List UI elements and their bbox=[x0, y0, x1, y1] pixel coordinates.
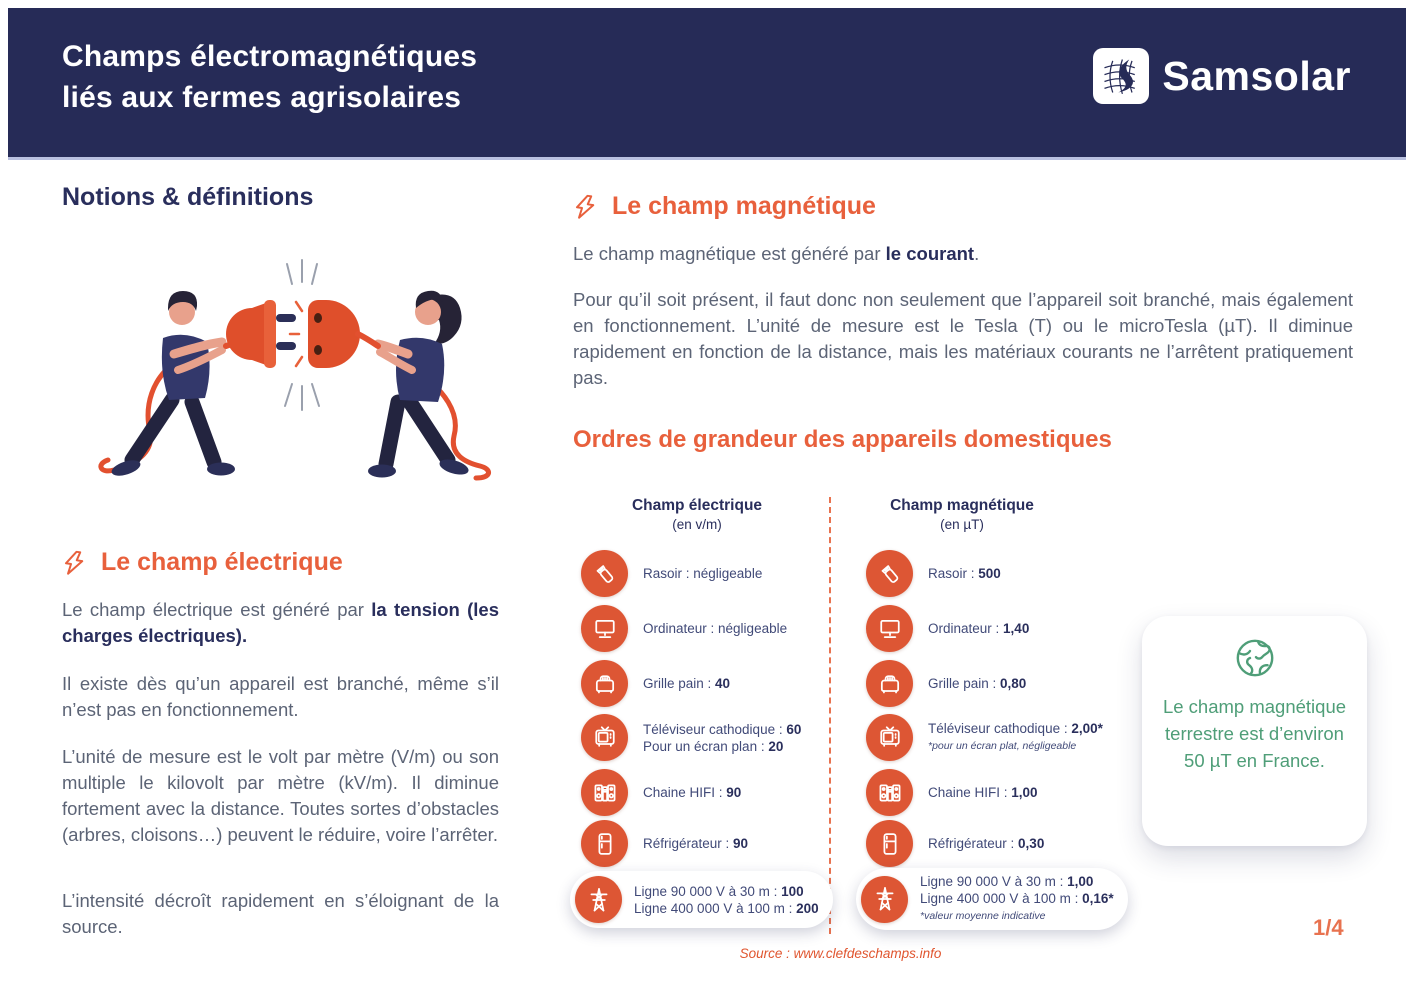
page-number: 1/4 bbox=[1313, 915, 1344, 940]
tv-icon bbox=[866, 714, 913, 761]
page-title-line2: liés aux fermes agrisolaires bbox=[62, 81, 462, 114]
magnetic-paragraph-2: Pour qu’il soit présent, il faut donc non seulement que l’appareil soit branché, mais également en fonctionnement. L’unité de mesure est le Tesla (T) ou le microTesla (µT). Il diminue rapidement en fonction de la distance, mais les matériaux courants ne l’arrêtent pratiquement pas. bbox=[573, 289, 1353, 388]
electric-column-unit: (en v/m) bbox=[672, 517, 722, 532]
page-title bbox=[62, 36, 477, 118]
power-line-row-magnetic: Ligne 90 000 V à 30 m : 1,00 Ligne 400 000 V à 100 m : 0,16* *valeur moyenne indicative bbox=[856, 868, 1128, 930]
computer-icon bbox=[866, 605, 913, 652]
table-row: Téléviseur cathodique : 60 Pour un écran plan : 20 bbox=[581, 714, 801, 761]
electric-paragraph-2: Il existe dès qu’un appareil est branché, même s’il n’est pas en fonctionnement. bbox=[62, 673, 499, 720]
table-row: Réfrigérateur : 90 bbox=[581, 820, 748, 867]
electric-column-header: Champ électrique (en v/m) bbox=[573, 496, 821, 534]
column-divider bbox=[829, 497, 831, 934]
table-row: Grille pain : 0,80 bbox=[866, 660, 1026, 707]
table-row: Grille pain : 40 bbox=[581, 660, 730, 707]
magnetic-paragraph-1: Le champ magnétique est généré par le courant. bbox=[573, 243, 980, 264]
tv-footnote: *pour un écran plat, négligeable bbox=[928, 740, 1077, 752]
earth-icon bbox=[1231, 634, 1279, 682]
lightning-bolt-icon bbox=[571, 193, 599, 221]
table-row: Ordinateur : 1,40 bbox=[866, 605, 1029, 652]
table-row: Rasoir : 500 bbox=[866, 550, 1001, 597]
lightning-bolt-icon bbox=[60, 549, 88, 577]
toaster-icon bbox=[581, 660, 628, 707]
orders-title: Ordres de grandeur des appareils domestiques bbox=[573, 426, 1112, 453]
table-row: Chaine HIFI : 90 bbox=[581, 769, 741, 816]
table-row: Rasoir : négligeable bbox=[581, 550, 762, 597]
brand-logo bbox=[1093, 48, 1351, 104]
computer-icon bbox=[581, 605, 628, 652]
tv-icon bbox=[581, 714, 628, 761]
razor-icon bbox=[581, 550, 628, 597]
header-band bbox=[8, 8, 1406, 160]
electric-paragraph-4: L’intensité décroît rapidement en s’éloignant de la source. bbox=[62, 890, 499, 937]
table-row: Téléviseur cathodique : 2,00* *pour un écran plat, négligeable bbox=[866, 714, 1103, 761]
fridge-icon bbox=[581, 820, 628, 867]
fridge-icon bbox=[866, 820, 913, 867]
pylon-icon bbox=[575, 876, 622, 923]
magnetic-field-title: Le champ magnétique bbox=[612, 192, 876, 220]
hifi-icon bbox=[866, 769, 913, 816]
magnetic-field-heading bbox=[571, 192, 876, 221]
magnetic-column-unit: (en µT) bbox=[940, 517, 984, 532]
power-line-footnote: *valeur moyenne indicative bbox=[920, 910, 1046, 922]
earth-magnetic-field-card bbox=[1142, 616, 1367, 846]
pylon-icon bbox=[861, 876, 908, 923]
razor-icon bbox=[866, 550, 913, 597]
electric-paragraph-3: L’unité de mesure est le volt par mètre (V/m) ou son multiple le kilovolt par mètre (kV/m). Il diminue fortement avec la distance. Toutes sortes d’obstacles (arbres, cloisons…) peuvent le réduire, voire l’arrêter. bbox=[62, 746, 499, 845]
source-link: Source : www.clefdeschamps.info bbox=[739, 946, 942, 961]
tug-of-war-plug-illustration bbox=[56, 250, 502, 490]
brand-name: Samsolar bbox=[1162, 52, 1351, 99]
hifi-icon bbox=[581, 769, 628, 816]
notions-definitions-title: Notions & définitions bbox=[62, 183, 314, 211]
samsolar-logo-icon bbox=[1093, 48, 1149, 104]
electric-paragraph-1: Le champ électrique est généré par la tension (les charges électriques). bbox=[62, 599, 499, 646]
magnetic-column-header: Champ magnétique (en µT) bbox=[838, 496, 1086, 534]
table-row: Réfrigérateur : 0,30 bbox=[866, 820, 1044, 867]
toaster-icon bbox=[866, 660, 913, 707]
earth-card-text: Le champ magnétique terrestre est d’environ 50 µT en France. bbox=[1162, 696, 1347, 771]
table-row: Chaine HIFI : 1,00 bbox=[866, 769, 1038, 816]
page-title-line1: Champs électromagnétiques bbox=[62, 40, 478, 73]
electric-field-heading bbox=[60, 548, 343, 577]
electric-field-title: Le champ électrique bbox=[101, 548, 343, 576]
table-row: Ordinateur : négligeable bbox=[581, 605, 787, 652]
power-line-row-electric: Ligne 90 000 V à 30 m : 100 Ligne 400 000 V à 100 m : 200 bbox=[570, 871, 833, 928]
